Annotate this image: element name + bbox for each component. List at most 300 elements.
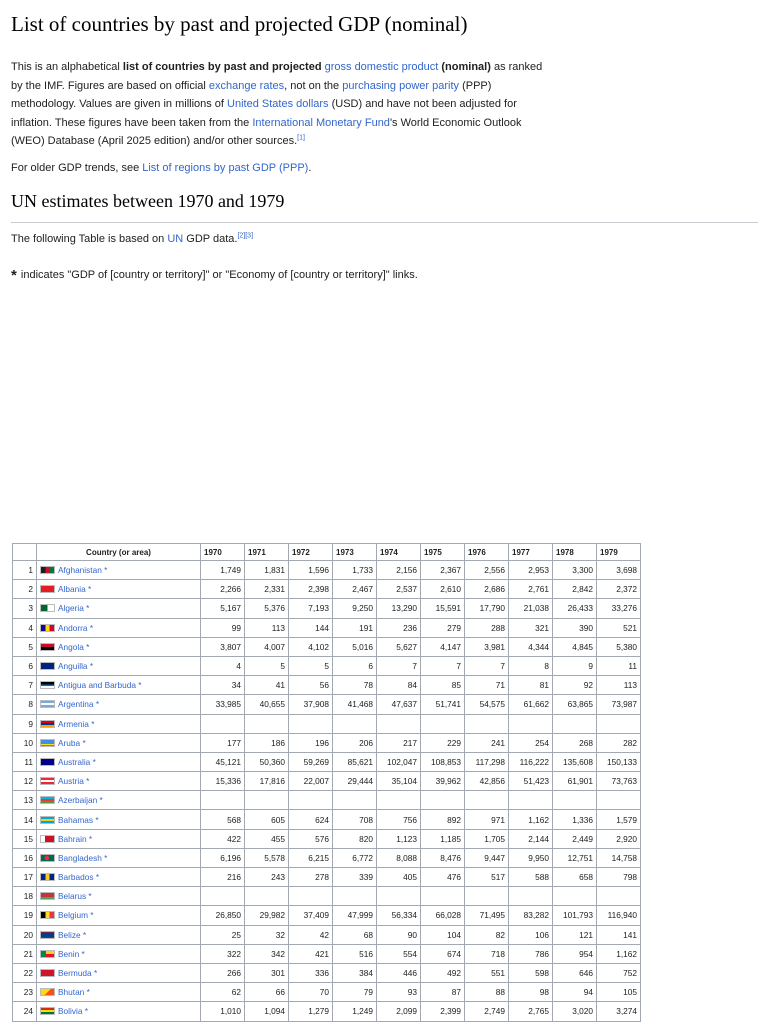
gdp-value-cell: 47,637 (377, 695, 421, 714)
gdp-value-cell: 101,793 (553, 906, 597, 925)
imf-link[interactable]: International Monetary Fund (252, 116, 390, 129)
table-source-note: The following Table is based on UN GDP data.[2][3] (11, 232, 254, 245)
gdp-value-cell: 266 (201, 963, 245, 982)
row-index: 4 (13, 618, 37, 637)
gdp-value-cell: 2,266 (201, 580, 245, 599)
gdp-value-cell: 61,662 (509, 695, 553, 714)
table-row (13, 829, 641, 848)
gdp-value-cell (465, 887, 509, 906)
gdp-value-cell: 177 (201, 733, 245, 752)
row-index: 24 (13, 1002, 37, 1021)
gdp-value-cell (333, 714, 377, 733)
gdp-value-cell: 47,999 (333, 906, 377, 925)
gdp-value-cell (553, 714, 597, 733)
gdp-value-cell: 92 (553, 676, 597, 695)
gdp-value-cell: 144 (289, 618, 333, 637)
table-row (13, 580, 641, 599)
country-link[interactable]: Belgium * (58, 910, 94, 921)
gdp-value-cell: 90 (377, 925, 421, 944)
country-link[interactable]: Bangladesh * (58, 852, 108, 863)
year-header[interactable]: 1975 (421, 544, 465, 561)
country-cell (37, 925, 201, 944)
gdp-value-cell: 2,099 (377, 1002, 421, 1021)
table-row (13, 1002, 641, 1021)
gdp-value-cell: 288 (465, 618, 509, 637)
table-row (13, 733, 641, 752)
gdp-value-cell: 517 (465, 868, 509, 887)
gdp-value-cell: 446 (377, 963, 421, 982)
gdp-value-cell: 4,845 (553, 637, 597, 656)
gdp-value-cell: 70 (289, 983, 333, 1002)
gdp-value-cell: 54,575 (465, 695, 509, 714)
gdp-value-cell: 51,423 (509, 772, 553, 791)
gdp-value-cell (597, 887, 641, 906)
gdp-value-cell: 88 (465, 983, 509, 1002)
gdp-value-cell: 605 (245, 810, 289, 829)
gdp-value-cell: 241 (465, 733, 509, 752)
country-link[interactable]: Albania * (58, 584, 92, 595)
gdp-value-cell: 551 (465, 963, 509, 982)
gdp-value-cell: 63,865 (553, 695, 597, 714)
country-link[interactable]: Antigua and Barbuda * (58, 680, 142, 691)
gdp-value-cell: 336 (289, 963, 333, 982)
gdp-value-cell: 2,761 (509, 580, 553, 599)
country-link[interactable]: Bolivia * (58, 1006, 88, 1017)
table-row (13, 714, 641, 733)
un-link[interactable]: UN (167, 233, 184, 245)
gdp-value-cell: 85,621 (333, 752, 377, 771)
country-link[interactable]: Andorra * (58, 622, 94, 633)
gdp-value-cell: 521 (597, 618, 641, 637)
table-row (13, 925, 641, 944)
year-header[interactable]: 1976 (465, 544, 509, 561)
table-row (13, 887, 641, 906)
gdp-value-cell: 3,981 (465, 637, 509, 656)
table-row (13, 772, 641, 791)
gdp-value-cell: 2,367 (421, 561, 465, 580)
flag-icon (40, 566, 55, 574)
gdp-value-cell: 26,433 (553, 599, 597, 618)
year-header[interactable]: 1971 (245, 544, 289, 561)
section-divider (11, 222, 758, 223)
country-cell (37, 618, 201, 637)
gdp-value-cell: 34 (201, 676, 245, 695)
country-cell (37, 695, 201, 714)
gdp-value-cell: 141 (597, 925, 641, 944)
country-cell (37, 829, 201, 848)
flag-icon (40, 854, 55, 862)
gdp-value-cell: 554 (377, 944, 421, 963)
gdp-value-cell: 2,765 (509, 1002, 553, 1021)
row-index: 17 (13, 868, 37, 887)
gdp-value-cell (289, 791, 333, 810)
country-link[interactable]: Belarus * (58, 891, 92, 902)
reference-2-3[interactable]: [2][3] (237, 232, 254, 240)
year-header[interactable]: 1972 (289, 544, 333, 561)
gdp-value-cell (509, 887, 553, 906)
gdp-value-cell: 390 (553, 618, 597, 637)
gdp-link[interactable]: gross domestic product (324, 61, 439, 73)
intro-text: This is an alphabetical (11, 61, 123, 73)
flag-icon (40, 816, 55, 824)
gdp-value-cell: 339 (333, 868, 377, 887)
gdp-value-cell: 104 (421, 925, 465, 944)
gdp-value-cell (245, 791, 289, 810)
gdp-value-cell: 87 (421, 983, 465, 1002)
gdp-value-cell: 186 (245, 733, 289, 752)
country-link[interactable]: Anguilla * (58, 661, 94, 672)
gdp-value-cell (465, 714, 509, 733)
table-row (13, 791, 641, 810)
country-link[interactable]: Belize * (58, 929, 87, 940)
gdp-value-cell: 191 (333, 618, 377, 637)
gdp-value-cell (509, 714, 553, 733)
country-link[interactable]: Argentina * (58, 699, 100, 710)
flag-icon (40, 950, 55, 958)
gdp-value-cell: 1,249 (333, 1002, 377, 1021)
year-header[interactable]: 1978 (553, 544, 597, 561)
table-row (13, 561, 641, 580)
gdp-value-cell (289, 714, 333, 733)
row-index: 7 (13, 676, 37, 695)
gdp-value-cell: 102,047 (377, 752, 421, 771)
gdp-value-cell: 121 (553, 925, 597, 944)
gdp-value-cell: 2,842 (553, 580, 597, 599)
gdp-value-cell: 658 (553, 868, 597, 887)
row-index: 15 (13, 829, 37, 848)
section-title: UN estimates between 1970 and 1979 (11, 191, 285, 211)
gdp-value-cell: 82 (465, 925, 509, 944)
exchange-rates-link[interactable]: exchange rates (208, 79, 285, 92)
gdp-value-cell (333, 791, 377, 810)
country-link[interactable]: Austria * (58, 776, 90, 787)
row-index: 3 (13, 599, 37, 618)
gdp-value-cell: 71 (465, 676, 509, 695)
gdp-value-cell: 29,982 (245, 906, 289, 925)
country-link[interactable]: Bermuda * (58, 968, 98, 979)
gdp-value-cell: 279 (421, 618, 465, 637)
gdp-value-cell: 32 (245, 925, 289, 944)
gdp-value-cell: 4 (201, 656, 245, 675)
gdp-value-cell: 73,987 (597, 695, 641, 714)
gdp-value-cell: 229 (421, 733, 465, 752)
gdp-value-cell: 405 (377, 868, 421, 887)
flag-icon (40, 624, 55, 632)
gdp-value-cell (201, 714, 245, 733)
country-link[interactable]: Afghanistan * (58, 565, 108, 576)
flag-icon (40, 720, 55, 728)
gdp-value-cell (553, 887, 597, 906)
gdp-value-cell: 78 (333, 676, 377, 695)
row-index: 14 (13, 810, 37, 829)
row-index: 23 (13, 983, 37, 1002)
gdp-value-cell: 2,467 (333, 580, 377, 599)
gdp-value-cell: 3,300 (553, 561, 597, 580)
gdp-value-cell: 113 (245, 618, 289, 637)
table-row (13, 618, 641, 637)
gdp-value-cell: 37,409 (289, 906, 333, 925)
table-row (13, 695, 641, 714)
country-link[interactable]: Algeria * (58, 603, 90, 614)
gdp-value-cell: 5,380 (597, 637, 641, 656)
gdp-table (12, 543, 641, 1022)
gdp-value-cell: 66,028 (421, 906, 465, 925)
flag-icon (40, 873, 55, 881)
gdp-value-cell (201, 791, 245, 810)
gdp-value-cell: 106 (509, 925, 553, 944)
gdp-value-cell: 5 (245, 656, 289, 675)
flag-icon (40, 969, 55, 977)
gdp-value-cell: 206 (333, 733, 377, 752)
country-link[interactable]: Bhutan * (58, 987, 90, 998)
gdp-value-cell: 588 (509, 868, 553, 887)
gdp-value-cell: 61,901 (553, 772, 597, 791)
country-cell (37, 868, 201, 887)
reference-1[interactable]: [1] (297, 134, 305, 142)
gdp-value-cell: 1,010 (201, 1002, 245, 1021)
gdp-value-cell: 17,790 (465, 599, 509, 618)
gdp-value-cell: 321 (509, 618, 553, 637)
row-index: 9 (13, 714, 37, 733)
gdp-value-cell: 11 (597, 656, 641, 675)
gdp-value-cell: 322 (201, 944, 245, 963)
country-cell (37, 983, 201, 1002)
country-link[interactable]: Bahrain * (58, 833, 93, 844)
gdp-value-cell: 7 (465, 656, 509, 675)
table-row (13, 983, 641, 1002)
gdp-value-cell: 421 (289, 944, 333, 963)
gdp-value-cell: 2,156 (377, 561, 421, 580)
table-row (13, 906, 641, 925)
gdp-value-cell: 820 (333, 829, 377, 848)
table-row (13, 848, 641, 867)
row-index: 18 (13, 887, 37, 906)
gdp-value-cell: 2,398 (289, 580, 333, 599)
flag-icon (40, 662, 55, 670)
gdp-value-cell: 108,853 (421, 752, 465, 771)
country-cell (37, 752, 201, 771)
gdp-value-cell: 954 (553, 944, 597, 963)
gdp-value-cell: 516 (333, 944, 377, 963)
gdp-value-cell: 9,250 (333, 599, 377, 618)
country-cell (37, 772, 201, 791)
gdp-value-cell (377, 887, 421, 906)
gdp-value-cell: 26,850 (201, 906, 245, 925)
gdp-value-cell: 5,627 (377, 637, 421, 656)
gdp-value-cell: 9 (553, 656, 597, 675)
gdp-value-cell: 94 (553, 983, 597, 1002)
flag-icon (40, 911, 55, 919)
gdp-value-cell: 3,020 (553, 1002, 597, 1021)
country-link[interactable]: Australia * (58, 756, 96, 767)
ppp-link[interactable]: purchasing power parity (342, 79, 460, 92)
gdp-value-cell: 196 (289, 733, 333, 752)
gdp-value-cell: 2,610 (421, 580, 465, 599)
gdp-value-cell: 1,579 (597, 810, 641, 829)
gdp-value-cell (465, 791, 509, 810)
country-cell (37, 791, 201, 810)
gdp-value-cell: 39,962 (421, 772, 465, 791)
table-row (13, 637, 641, 656)
country-link[interactable]: Barbados * (58, 872, 100, 883)
gdp-value-cell: 752 (597, 963, 641, 982)
gdp-value-cell (421, 714, 465, 733)
gdp-value-cell: 282 (597, 733, 641, 752)
gdp-value-cell: 81 (509, 676, 553, 695)
gdp-value-cell: 674 (421, 944, 465, 963)
flag-icon (40, 681, 55, 689)
gdp-value-cell: 2,686 (465, 580, 509, 599)
gdp-value-cell: 42,856 (465, 772, 509, 791)
gdp-value-cell: 5,376 (245, 599, 289, 618)
country-cell (37, 676, 201, 695)
gdp-value-cell: 4,007 (245, 637, 289, 656)
gdp-value-cell: 1,705 (465, 829, 509, 848)
row-index: 2 (13, 580, 37, 599)
gdp-value-cell: 17,816 (245, 772, 289, 791)
gdp-value-cell: 576 (289, 829, 333, 848)
page-title: List of countries by past and projected GDP (nominal) (11, 12, 468, 36)
gdp-value-cell: 14,758 (597, 848, 641, 867)
gdp-value-cell: 150,133 (597, 752, 641, 771)
gdp-value-cell: 7 (377, 656, 421, 675)
gdp-value-cell: 25 (201, 925, 245, 944)
gdp-value-cell: 7,193 (289, 599, 333, 618)
country-cell (37, 637, 201, 656)
gdp-value-cell: 217 (377, 733, 421, 752)
gdp-value-cell: 71,495 (465, 906, 509, 925)
gdp-value-cell: 301 (245, 963, 289, 982)
gdp-value-cell: 1,185 (421, 829, 465, 848)
table-row (13, 752, 641, 771)
gdp-value-cell: 73,763 (597, 772, 641, 791)
country-cell (37, 561, 201, 580)
country-cell (37, 906, 201, 925)
row-index: 20 (13, 925, 37, 944)
year-header[interactable]: 1979 (597, 544, 641, 561)
index-header (13, 544, 37, 561)
country-link[interactable]: Armenia * (58, 718, 95, 729)
gdp-value-cell: 105 (597, 983, 641, 1002)
gdp-value-cell: 708 (333, 810, 377, 829)
gdp-value-cell: 2,144 (509, 829, 553, 848)
gdp-value-cell: 37,908 (289, 695, 333, 714)
gdp-value-cell: 5,167 (201, 599, 245, 618)
gdp-value-cell: 598 (509, 963, 553, 982)
gdp-value-cell (421, 887, 465, 906)
intro-paragraph: This is an alphabetical list of countries by past and projected gross domestic product (nominal) as ranked by the IMF. Figures are based on official exchange rates, not on the purchasing power parity (PPP) methodology. Values are given in millions of United States dollars (USD) and have not been adjusted for inflation. These figures have been taken from the International Monetary Fund's World Economic Outlook (WEO) Database (April 2025 edition) and/or other sources.[1] (11, 61, 543, 147)
flag-icon (40, 739, 55, 747)
gdp-value-cell: 2,556 (465, 561, 509, 580)
gdp-value-cell: 84 (377, 676, 421, 695)
gdp-value-cell: 384 (333, 963, 377, 982)
country-link[interactable]: Aruba * (58, 737, 86, 748)
gdp-value-cell: 83,282 (509, 906, 553, 925)
gdp-value-cell: 1,279 (289, 1002, 333, 1021)
older-trends-paragraph: For older GDP trends, see List of regions by past GDP (PPP). (11, 162, 312, 174)
gdp-value-cell: 971 (465, 810, 509, 829)
country-header[interactable]: Country (or area) (37, 544, 201, 561)
year-header[interactable]: 1973 (333, 544, 377, 561)
gdp-value-cell: 6 (333, 656, 377, 675)
gdp-value-cell: 236 (377, 618, 421, 637)
gdp-value-cell: 41 (245, 676, 289, 695)
table-row (13, 944, 641, 963)
gdp-value-cell: 892 (421, 810, 465, 829)
flag-icon (40, 758, 55, 766)
country-cell (37, 656, 201, 675)
star-legend-note: * indicates "GDP of [country or territory]" or "Economy of [country or territory]" links. (11, 267, 418, 284)
flag-icon (40, 777, 55, 785)
gdp-value-cell: 3,698 (597, 561, 641, 580)
gdp-value-cell: 254 (509, 733, 553, 752)
gdp-value-cell: 66 (245, 983, 289, 1002)
gdp-value-cell: 646 (553, 963, 597, 982)
flag-icon (40, 700, 55, 708)
gdp-value-cell: 568 (201, 810, 245, 829)
regions-gdp-link[interactable]: List of regions by past GDP (PPP) (142, 162, 309, 174)
gdp-value-cell: 756 (377, 810, 421, 829)
country-cell (37, 580, 201, 599)
country-link[interactable]: Angola * (58, 641, 90, 652)
gdp-value-cell: 5 (289, 656, 333, 675)
gdp-value-cell: 2,537 (377, 580, 421, 599)
gdp-value-cell (245, 887, 289, 906)
country-link[interactable]: Benin * (58, 948, 85, 959)
gdp-value-cell (377, 714, 421, 733)
intro-bold: list of countries by past and projected (122, 61, 325, 73)
gdp-value-cell (333, 887, 377, 906)
country-link[interactable]: Bahamas * (58, 814, 99, 825)
gdp-value-cell: 68 (333, 925, 377, 944)
gdp-value-cell: 6,772 (333, 848, 377, 867)
row-index: 16 (13, 848, 37, 867)
row-index: 22 (13, 963, 37, 982)
table-row (13, 810, 641, 829)
country-link[interactable]: Azerbaijan * (58, 795, 103, 806)
row-index: 11 (13, 752, 37, 771)
gdp-value-cell: 6,215 (289, 848, 333, 867)
gdp-value-cell: 2,399 (421, 1002, 465, 1021)
usd-link[interactable]: United States dollars (227, 98, 329, 110)
gdp-value-cell: 1,162 (597, 944, 641, 963)
year-header[interactable]: 1977 (509, 544, 553, 561)
gdp-value-cell: 2,372 (597, 580, 641, 599)
table-row (13, 656, 641, 675)
row-index: 6 (13, 656, 37, 675)
gdp-value-cell (553, 791, 597, 810)
gdp-value-cell: 50,360 (245, 752, 289, 771)
year-header[interactable]: 1970 (201, 544, 245, 561)
year-header[interactable]: 1974 (377, 544, 421, 561)
country-cell (37, 810, 201, 829)
gdp-value-cell: 35,104 (377, 772, 421, 791)
gdp-value-cell: 15,591 (421, 599, 465, 618)
row-index: 12 (13, 772, 37, 791)
gdp-value-cell: 117,298 (465, 752, 509, 771)
row-index: 13 (13, 791, 37, 810)
gdp-value-cell: 21,038 (509, 599, 553, 618)
gdp-value-cell: 56 (289, 676, 333, 695)
gdp-value-cell: 56,334 (377, 906, 421, 925)
gdp-value-cell (289, 887, 333, 906)
gdp-value-cell (377, 791, 421, 810)
table-row (13, 676, 641, 695)
gdp-value-cell: 15,336 (201, 772, 245, 791)
gdp-value-cell: 135,608 (553, 752, 597, 771)
gdp-value-cell: 1,596 (289, 561, 333, 580)
gdp-value-cell: 5,578 (245, 848, 289, 867)
